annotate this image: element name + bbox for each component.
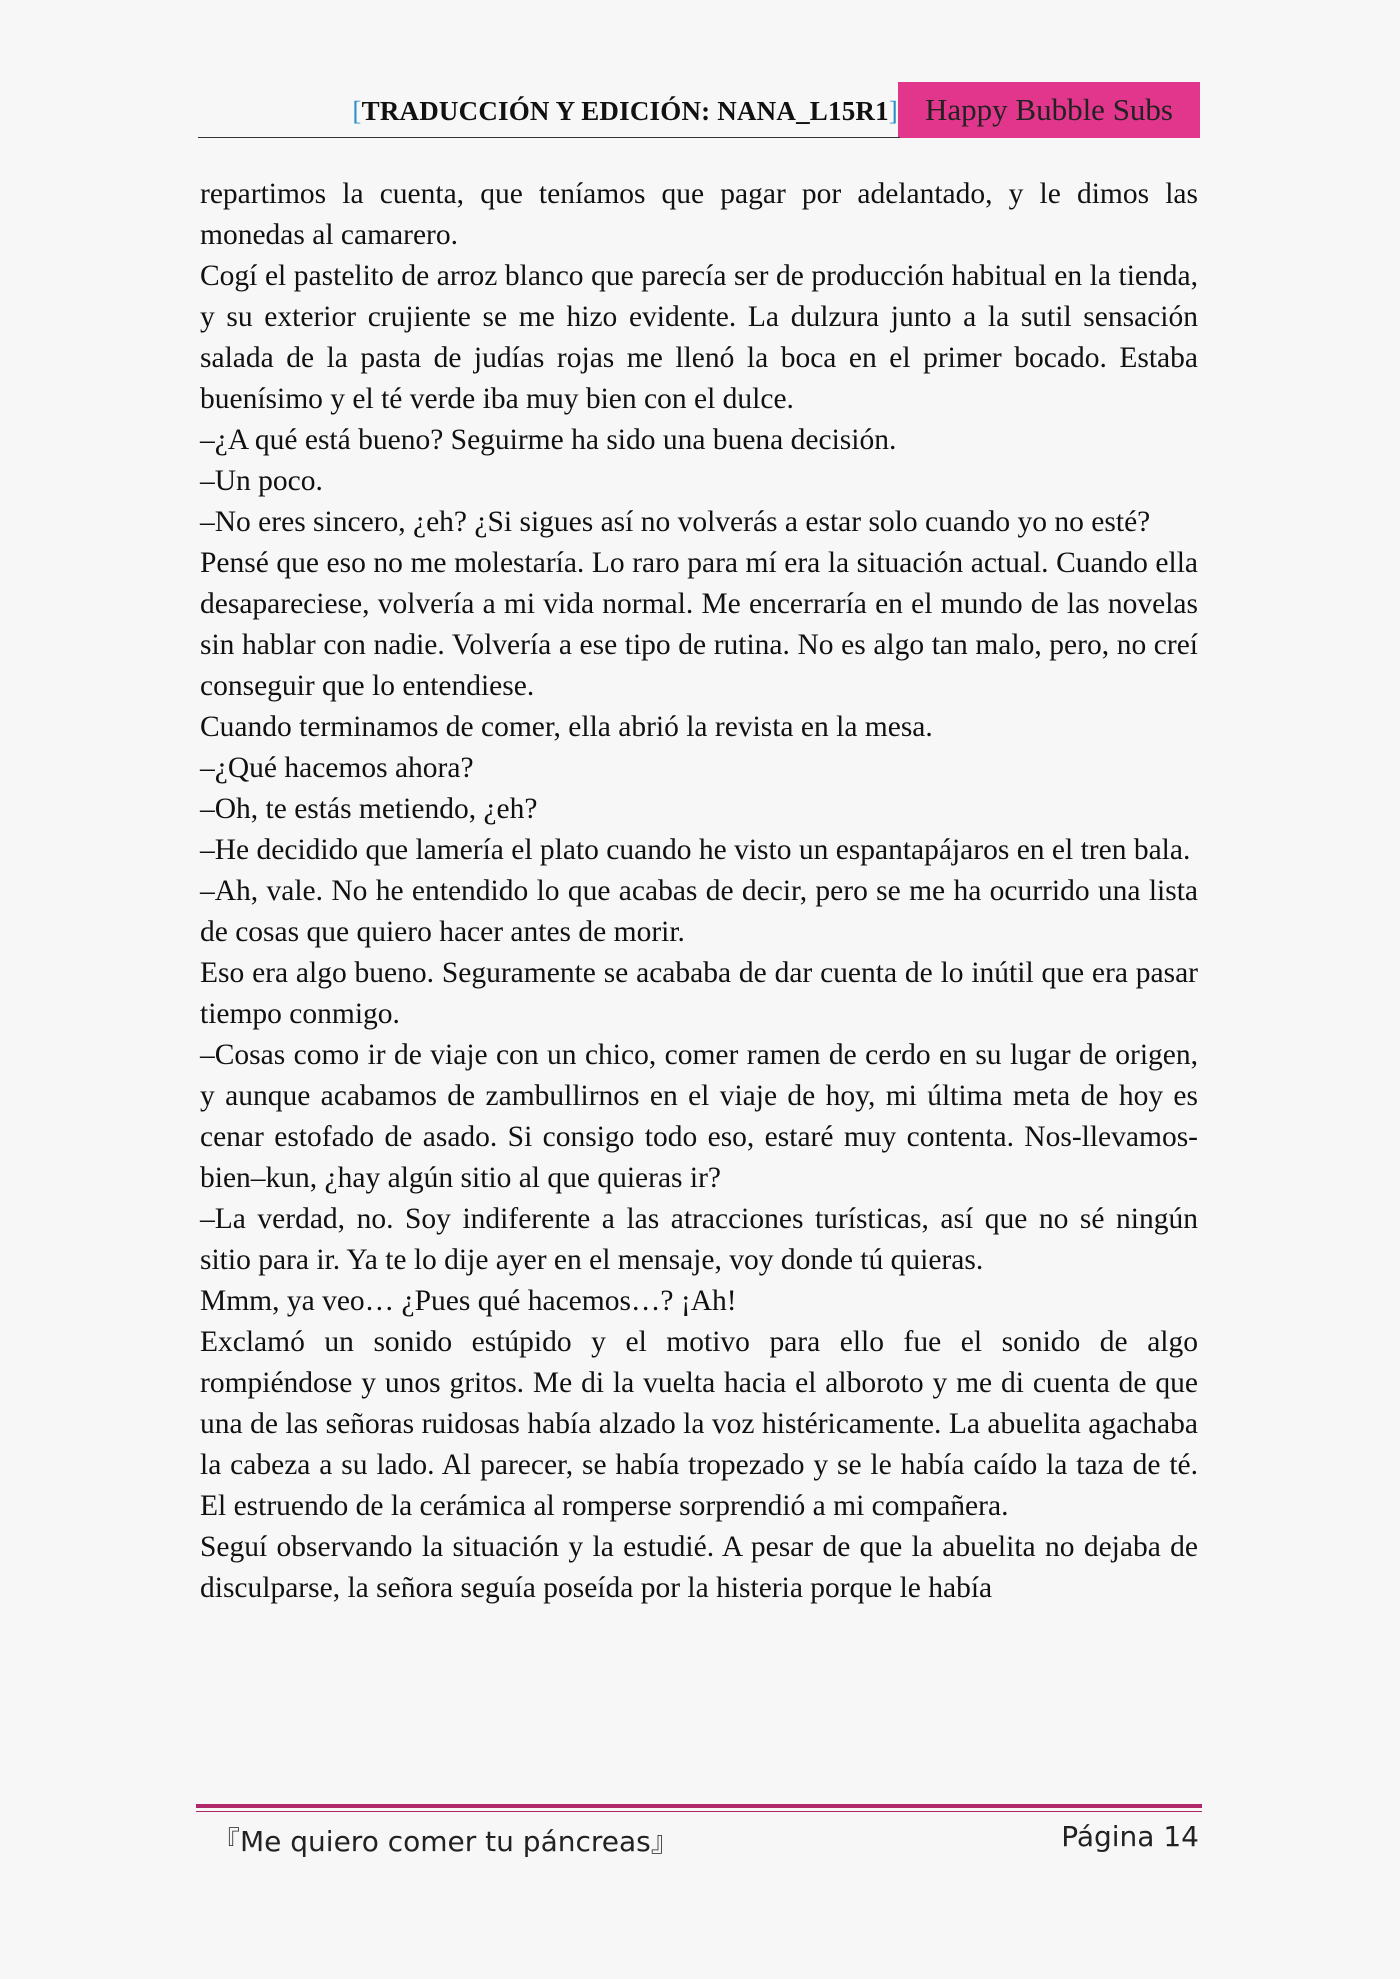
paragraph: –Cosas como ir de viaje con un chico, comer ramen de cerdo en su lugar de origen, y aunque acabamos de zambullirnos en el viaje de hoy, mi última meta de hoy es cenar estofado de asado. Si consigo todo eso, estaré muy contenta. Nos-llevamos-bien–kun, ¿hay algún sitio al que quieras ir? — [200, 1039, 1198, 1194]
paragraph: Seguí observando la situación y la estudié. A pesar de que la abuelita no dejaba de disculparse, la señora seguía poseída por la histeria porque le había — [200, 1531, 1198, 1604]
paragraph: Mmm, ya veo… ¿Pues qué hacemos…? ¡Ah! — [200, 1285, 737, 1317]
paragraph: Eso era algo bueno. Seguramente se acababa de dar cuenta de lo inútil que era pasar tiempo conmigo. — [200, 957, 1198, 1030]
credit-bracket-close: ] — [888, 96, 898, 126]
paragraph: Exclamó un sonido estúpido y el motivo para ello fue el sonido de algo rompiéndose y unos gritos. Me di la vuelta hacia el alboroto y me di cuenta de que una de las señoras ruidosas había alzado la voz histéricamente. La abuelita agachaba la cabeza a su lado. Al parecer, se había tropezado y se le había caído la taza de té. El estruendo de la cerámica al romperse sorprendió a mi compañera. — [200, 1326, 1198, 1522]
page-header — [198, 82, 1200, 138]
paragraph: Cogí el pastelito de arroz blanco que parecía ser de producción habitual en la tienda, y su exterior crujiente se me hizo evidente. La dulzura junto a la sutil sensación salada de la pasta de judías rojas me llenó la boca en el primer bocado. Estaba buenísimo y el té verde iba muy bien con el dulce. — [200, 260, 1198, 415]
book-title: 『Me quiero comer tu páncreas』 — [212, 1825, 679, 1858]
footer-divider-thin — [196, 1811, 1202, 1812]
paragraph: –No eres sincero, ¿eh? ¿Si sigues así no volverás a estar solo cuando yo no esté? — [200, 506, 1151, 538]
body-text — [200, 174, 1198, 1609]
paragraph: –Ah, vale. No he entendido lo que acabas de decir, pero se me ha ocurrido una lista de cosas que quiero hacer antes de morir. — [200, 875, 1198, 948]
translation-credit — [352, 96, 898, 127]
paragraph: –La verdad, no. Soy indiferente a las atracciones turísticas, así que no sé ningún sitio para ir. Ya te lo dije ayer en el mensaje, voy donde tú quieras. — [200, 1203, 1198, 1276]
paragraph: –¿Qué hacemos ahora? — [200, 752, 474, 784]
paragraph: –Oh, te estás metiendo, ¿eh? — [200, 793, 538, 825]
paragraph: Pensé que eso no me molestaría. Lo raro para mí era la situación actual. Cuando ella desapareciese, volvería a mi vida normal. Me encerraría en el mundo de las novelas sin hablar con nadie. Volvería a ese tipo de rutina. No es algo tan malo, pero, no creí conseguir que lo entendiese. — [200, 547, 1198, 702]
credit-bracket-open: [ — [352, 96, 362, 126]
group-badge: Happy Bubble Subs — [898, 82, 1200, 138]
paragraph: Cuando terminamos de comer, ella abrió la revista en la mesa. — [200, 711, 933, 743]
paragraph: repartimos la cuenta, que teníamos que pagar por adelantado, y le dimos las monedas al camarero. — [200, 178, 1198, 251]
header-divider — [198, 137, 900, 138]
paragraph: –¿A qué está bueno? Seguirme ha sido una buena decisión. — [200, 424, 897, 456]
paragraph: –He decidido que lamería el plato cuando he visto un espantapájaros en el tren bala. — [200, 834, 1191, 866]
page-number: Página 14 — [1061, 1820, 1199, 1853]
footer-divider — [196, 1804, 1202, 1808]
credit-text: TRADUCCIÓN Y EDICIÓN: NANA_L15R1 — [361, 96, 889, 126]
paragraph: –Un poco. — [200, 465, 323, 497]
